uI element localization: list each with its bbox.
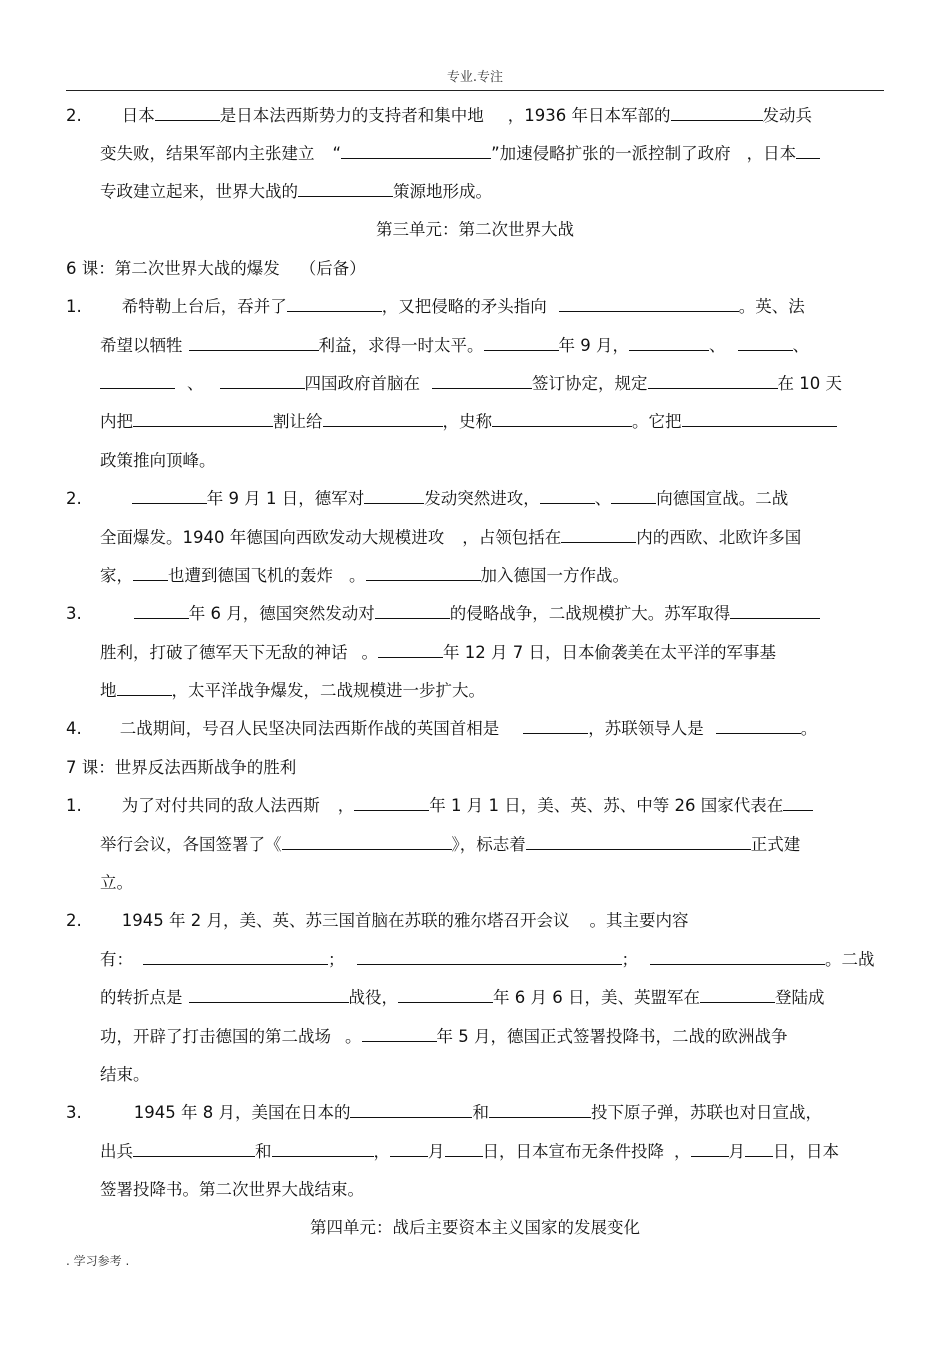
line-text: 正式建	[750, 835, 801, 854]
fill-in-blank[interactable]	[398, 988, 493, 1003]
fill-in-blank[interactable]	[526, 835, 751, 850]
line-text: 在 10 天	[777, 374, 842, 393]
text-line	[100, 143, 820, 165]
fill-in-blank[interactable]	[132, 489, 207, 504]
text-line	[100, 834, 800, 856]
fill-in-blank[interactable]	[611, 489, 656, 504]
fill-in-blank[interactable]	[716, 719, 801, 734]
fill-in-blank[interactable]	[341, 144, 491, 159]
fill-in-blank[interactable]	[700, 988, 775, 1003]
fill-in-blank[interactable]	[559, 297, 739, 312]
line-text: 2.	[66, 489, 82, 508]
line-text: 月	[728, 1142, 745, 1161]
line-text: 第三单元：第二次世界大战	[376, 220, 574, 239]
fill-in-blank[interactable]	[220, 374, 305, 389]
text-line	[66, 258, 366, 280]
line-text: ，	[337, 796, 355, 815]
line-text: 。	[345, 1027, 362, 1046]
line-text: 的侵略战争，二战规模扩大。苏军取得	[449, 604, 731, 623]
fill-in-blank[interactable]	[357, 950, 622, 965]
fill-in-blank[interactable]	[730, 604, 820, 619]
line-text: ，苏联领导人是	[588, 719, 704, 738]
fill-in-blank[interactable]	[133, 566, 168, 581]
line-text: ，	[373, 1142, 390, 1161]
line-text: 家，	[100, 566, 133, 585]
line-text: 变失败，结果军部内主张建立	[100, 144, 315, 163]
fill-in-blank[interactable]	[738, 336, 793, 351]
fill-in-blank[interactable]	[155, 106, 220, 121]
fill-in-blank[interactable]	[354, 796, 429, 811]
line-text: ，1936 年日本军部的	[507, 106, 671, 125]
fill-in-blank[interactable]	[561, 528, 636, 543]
line-text: 全面爆发。1940 年德国向西欧发动大规模进攻	[100, 528, 445, 547]
fill-in-blank[interactable]	[362, 1027, 437, 1042]
line-text: 、	[187, 374, 204, 393]
text-line	[100, 373, 842, 395]
fill-in-blank[interactable]	[783, 796, 813, 811]
line-text: 有：	[100, 950, 133, 969]
text-line	[100, 411, 837, 433]
text-line	[100, 872, 133, 894]
text-line	[100, 987, 824, 1009]
line-text: 登陆成	[774, 988, 825, 1007]
page-footer: . 学习参考 .	[66, 1254, 130, 1268]
line-text: 3.	[66, 1103, 82, 1122]
line-text: 也遭到德国飞机的轰炸	[168, 566, 333, 585]
line-text: 6 课：第二次世界大战的爆发	[66, 259, 280, 278]
fill-in-blank[interactable]	[492, 412, 632, 427]
fill-in-blank[interactable]	[489, 1103, 591, 1118]
text-line	[100, 450, 216, 472]
fill-in-blank[interactable]	[350, 1103, 472, 1118]
fill-in-blank[interactable]	[100, 374, 175, 389]
text-line	[100, 181, 492, 203]
fill-in-blank[interactable]	[745, 1142, 773, 1157]
text-line	[100, 642, 776, 664]
line-text: ，太平洋战争爆发，二战规模进一步扩大。	[171, 681, 485, 700]
line-text: 的转折点是	[100, 988, 183, 1007]
text-line	[100, 1141, 839, 1163]
fill-in-blank[interactable]	[648, 374, 778, 389]
line-text: 3.	[66, 604, 82, 623]
line-text: 利益，求得一时太平。	[318, 336, 484, 355]
fill-in-blank[interactable]	[390, 1142, 428, 1157]
line-text: 。二战	[825, 950, 875, 969]
text-line	[100, 949, 875, 971]
line-text: 年 6 月，德国突然发动对	[188, 604, 375, 623]
fill-in-blank[interactable]	[272, 1142, 374, 1157]
fill-in-blank[interactable]	[378, 643, 443, 658]
fill-in-blank[interactable]	[523, 719, 588, 734]
line-text: 1.	[66, 297, 82, 316]
line-text: 、	[709, 336, 726, 355]
fill-in-blank[interactable]	[134, 604, 189, 619]
line-text: 年 9 月 1 日，德军对	[206, 489, 365, 508]
line-text: 、	[792, 336, 809, 355]
line-text: 。	[361, 643, 378, 662]
line-text: 内的西欧、北欧许多国	[636, 528, 802, 547]
line-text: 向德国宣战。二战	[656, 489, 789, 508]
line-text: 年 1 月 1 日，美、英、苏、中等 26 国家代表在	[429, 796, 784, 815]
line-text: ，又把侵略的矛头指向	[381, 297, 547, 316]
fill-in-blank[interactable]	[133, 1142, 255, 1157]
line-text: 和	[472, 1103, 489, 1122]
text-line	[66, 1102, 822, 1124]
line-text: 第四单元：战后主要资本主义国家的发展变化	[310, 1218, 640, 1237]
line-text: ，史称	[442, 412, 492, 431]
line-text: 发动兵	[762, 106, 812, 125]
fill-in-blank[interactable]	[540, 489, 595, 504]
line-text: 签署投降书。第二次世界大战结束。	[100, 1180, 364, 1199]
line-text: 》，标志着	[451, 835, 526, 854]
fill-in-blank[interactable]	[671, 106, 763, 121]
line-text: 。其主要内容	[589, 911, 689, 930]
line-text: 年 12 月 7 日，日本偷袭美在太平洋的军事基	[443, 643, 776, 662]
line-text: 策源地形成。	[393, 182, 492, 201]
line-text: “	[332, 144, 342, 163]
line-text: 年 5 月，德国正式签署投降书，二战的欧洲战争	[436, 1027, 788, 1046]
text-line	[66, 718, 817, 740]
fill-in-blank[interactable]	[484, 336, 559, 351]
line-text: 结束。	[100, 1065, 150, 1084]
line-text: 1.	[66, 796, 82, 815]
text-line	[100, 527, 801, 549]
line-text: 日本	[121, 106, 155, 125]
text-line	[100, 335, 809, 357]
fill-in-blank[interactable]	[189, 988, 349, 1003]
line-text: 政策推向顶峰。	[100, 451, 216, 470]
line-text: 是日本法西斯势力的支持者和集中地	[219, 106, 484, 125]
line-text: 。	[349, 566, 366, 585]
line-text: 。	[800, 719, 818, 738]
text-line	[66, 296, 805, 318]
line-text: 地	[100, 681, 117, 700]
line-text: 举行会议，各国签署了《	[100, 835, 282, 854]
line-text: 战役，	[348, 988, 398, 1007]
line-text: 签订协定，规定	[532, 374, 648, 393]
fill-in-blank[interactable]	[682, 412, 837, 427]
line-text: 7 课：世界反法西斯战争的胜利	[66, 758, 297, 777]
line-text: 年 6 月 6 日，美、英盟军在	[493, 988, 700, 1007]
line-text: 2.	[66, 106, 82, 125]
line-text: 内把	[100, 412, 133, 431]
text-line	[100, 1179, 364, 1201]
page-header: 专业.专注	[446, 70, 504, 85]
text-line	[66, 105, 812, 127]
line-text: ，占领包括在	[462, 528, 562, 547]
line-text: 日，日本	[773, 1142, 839, 1161]
text-line	[100, 1064, 150, 1086]
line-text: 功，开辟了打击德国的第二战场	[100, 1027, 331, 1046]
fill-in-blank[interactable]	[629, 336, 709, 351]
line-text: 专政建立起来，世界大战的	[100, 182, 298, 201]
line-text: ；	[328, 950, 345, 969]
fill-in-blank[interactable]	[189, 336, 319, 351]
text-line	[66, 603, 820, 625]
line-text: ，日本	[746, 144, 797, 163]
line-text: 月	[428, 1142, 445, 1161]
fill-in-blank[interactable]	[282, 835, 452, 850]
fill-in-blank[interactable]	[364, 489, 424, 504]
fill-in-blank[interactable]	[432, 374, 532, 389]
line-text: 2.	[66, 911, 82, 930]
text-line	[100, 1026, 788, 1048]
header-rule	[66, 90, 884, 91]
line-text: ”加速侵略扩张的一派控制了政府	[491, 144, 731, 163]
fill-in-blank[interactable]	[650, 950, 825, 965]
line-text: 加入德国一方作战。	[480, 566, 629, 585]
line-text: 四国政府首脑在	[304, 374, 420, 393]
line-text: 希特勒上台后，吞并了	[121, 297, 287, 316]
fill-in-blank[interactable]	[375, 604, 450, 619]
line-text: 和	[255, 1142, 272, 1161]
line-text: 、	[594, 489, 612, 508]
line-text: 。英、法	[738, 297, 805, 316]
fill-in-blank[interactable]	[366, 566, 481, 581]
line-text: 4.	[66, 719, 82, 738]
line-text: ；	[621, 950, 638, 969]
line-text: 年 9 月，	[558, 336, 629, 355]
line-text: 胜利，打破了德军天下无敌的神话	[100, 643, 348, 662]
fill-in-blank[interactable]	[143, 950, 328, 965]
line-text: 1945 年 2 月，美、英、苏三国首脑在苏联的雅尔塔召开会议	[121, 911, 570, 930]
fill-in-blank[interactable]	[287, 297, 382, 312]
text-line	[66, 795, 813, 817]
line-text: ，	[674, 1142, 691, 1161]
line-text: 投下原子弹，苏联也对日宣战，	[590, 1103, 822, 1122]
fill-in-blank[interactable]	[445, 1142, 483, 1157]
line-text: 。它把	[632, 412, 682, 431]
line-text: 日，日本宣布无条件投降	[482, 1142, 664, 1161]
fill-in-blank[interactable]	[323, 412, 443, 427]
line-text: 1945 年 8 月，美国在日本的	[133, 1103, 351, 1122]
text-line	[66, 488, 788, 510]
line-text: 希望以牺牲	[100, 336, 183, 355]
section-heading	[0, 219, 950, 241]
text-line	[100, 565, 629, 587]
line-text: 为了对付共同的敌人法西斯	[121, 796, 320, 815]
line-text: 二战期间，号召人民坚决同法西斯作战的英国首相是	[119, 719, 500, 738]
fill-in-blank[interactable]	[133, 412, 273, 427]
line-text: （后备）	[299, 259, 366, 278]
fill-in-blank[interactable]	[691, 1142, 729, 1157]
fill-in-blank[interactable]	[796, 144, 820, 159]
fill-in-blank[interactable]	[117, 681, 172, 696]
line-text: 割让给	[273, 412, 323, 431]
text-line	[66, 757, 296, 779]
line-text: 立。	[100, 873, 133, 892]
line-text: 发动突然进攻，	[424, 489, 540, 508]
text-line	[66, 910, 688, 932]
text-line	[100, 680, 485, 702]
fill-in-blank[interactable]	[298, 182, 393, 197]
section-heading	[0, 1217, 950, 1239]
line-text: 出兵	[100, 1142, 133, 1161]
